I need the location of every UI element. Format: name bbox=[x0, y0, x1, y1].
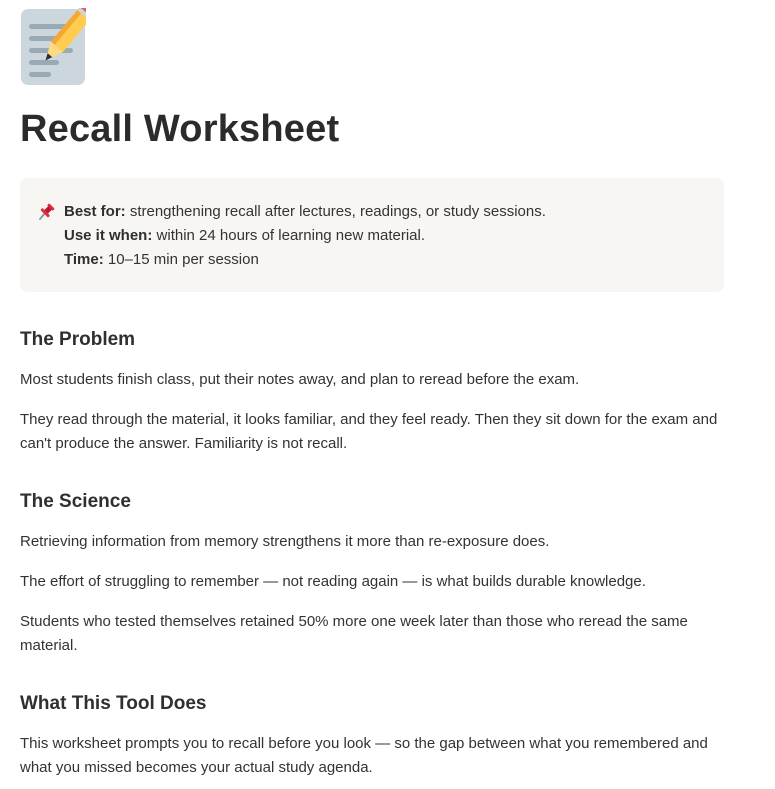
paragraph: Most students finish class, put their notes away, and plan to reread before the exam. bbox=[20, 371, 580, 388]
section-heading-science: The Science bbox=[20, 491, 131, 512]
section-heading-tool: What This Tool Does bbox=[20, 693, 207, 714]
paragraph: This worksheet prompts you to recall before you look — so the gap between what you remembered and what you missed becomes your actual study agenda. bbox=[20, 735, 708, 776]
section-heading-problem: The Problem bbox=[20, 329, 136, 350]
callout-body bbox=[64, 200, 546, 272]
callout-use-it-when: Use it when: within 24 hours of learning new material. bbox=[64, 227, 426, 244]
callout-best-for: Best for: strengthening recall after lectures, readings, or study sessions. bbox=[64, 203, 546, 220]
page-title: Recall Worksheet bbox=[20, 108, 340, 150]
paragraph: Retrieving information from memory strengthens it more than re-exposure does. bbox=[20, 533, 550, 550]
memo-pencil-icon[interactable] bbox=[20, 8, 86, 86]
pushpin-icon bbox=[36, 202, 56, 222]
info-callout bbox=[20, 178, 724, 292]
page-content bbox=[20, 8, 724, 780]
callout-time: Time: 10–15 min per session bbox=[64, 251, 259, 268]
paragraph: They read through the material, it looks familiar, and they feel ready. Then they sit down for the exam and can't produce the answer. Familiarity is not recall. bbox=[20, 411, 718, 452]
paragraph: The effort of struggling to remember — not reading again — is what builds durable knowledge. bbox=[20, 573, 646, 590]
paragraph: Students who tested themselves retained 50% more one week later than those who reread the same material. bbox=[20, 613, 688, 654]
